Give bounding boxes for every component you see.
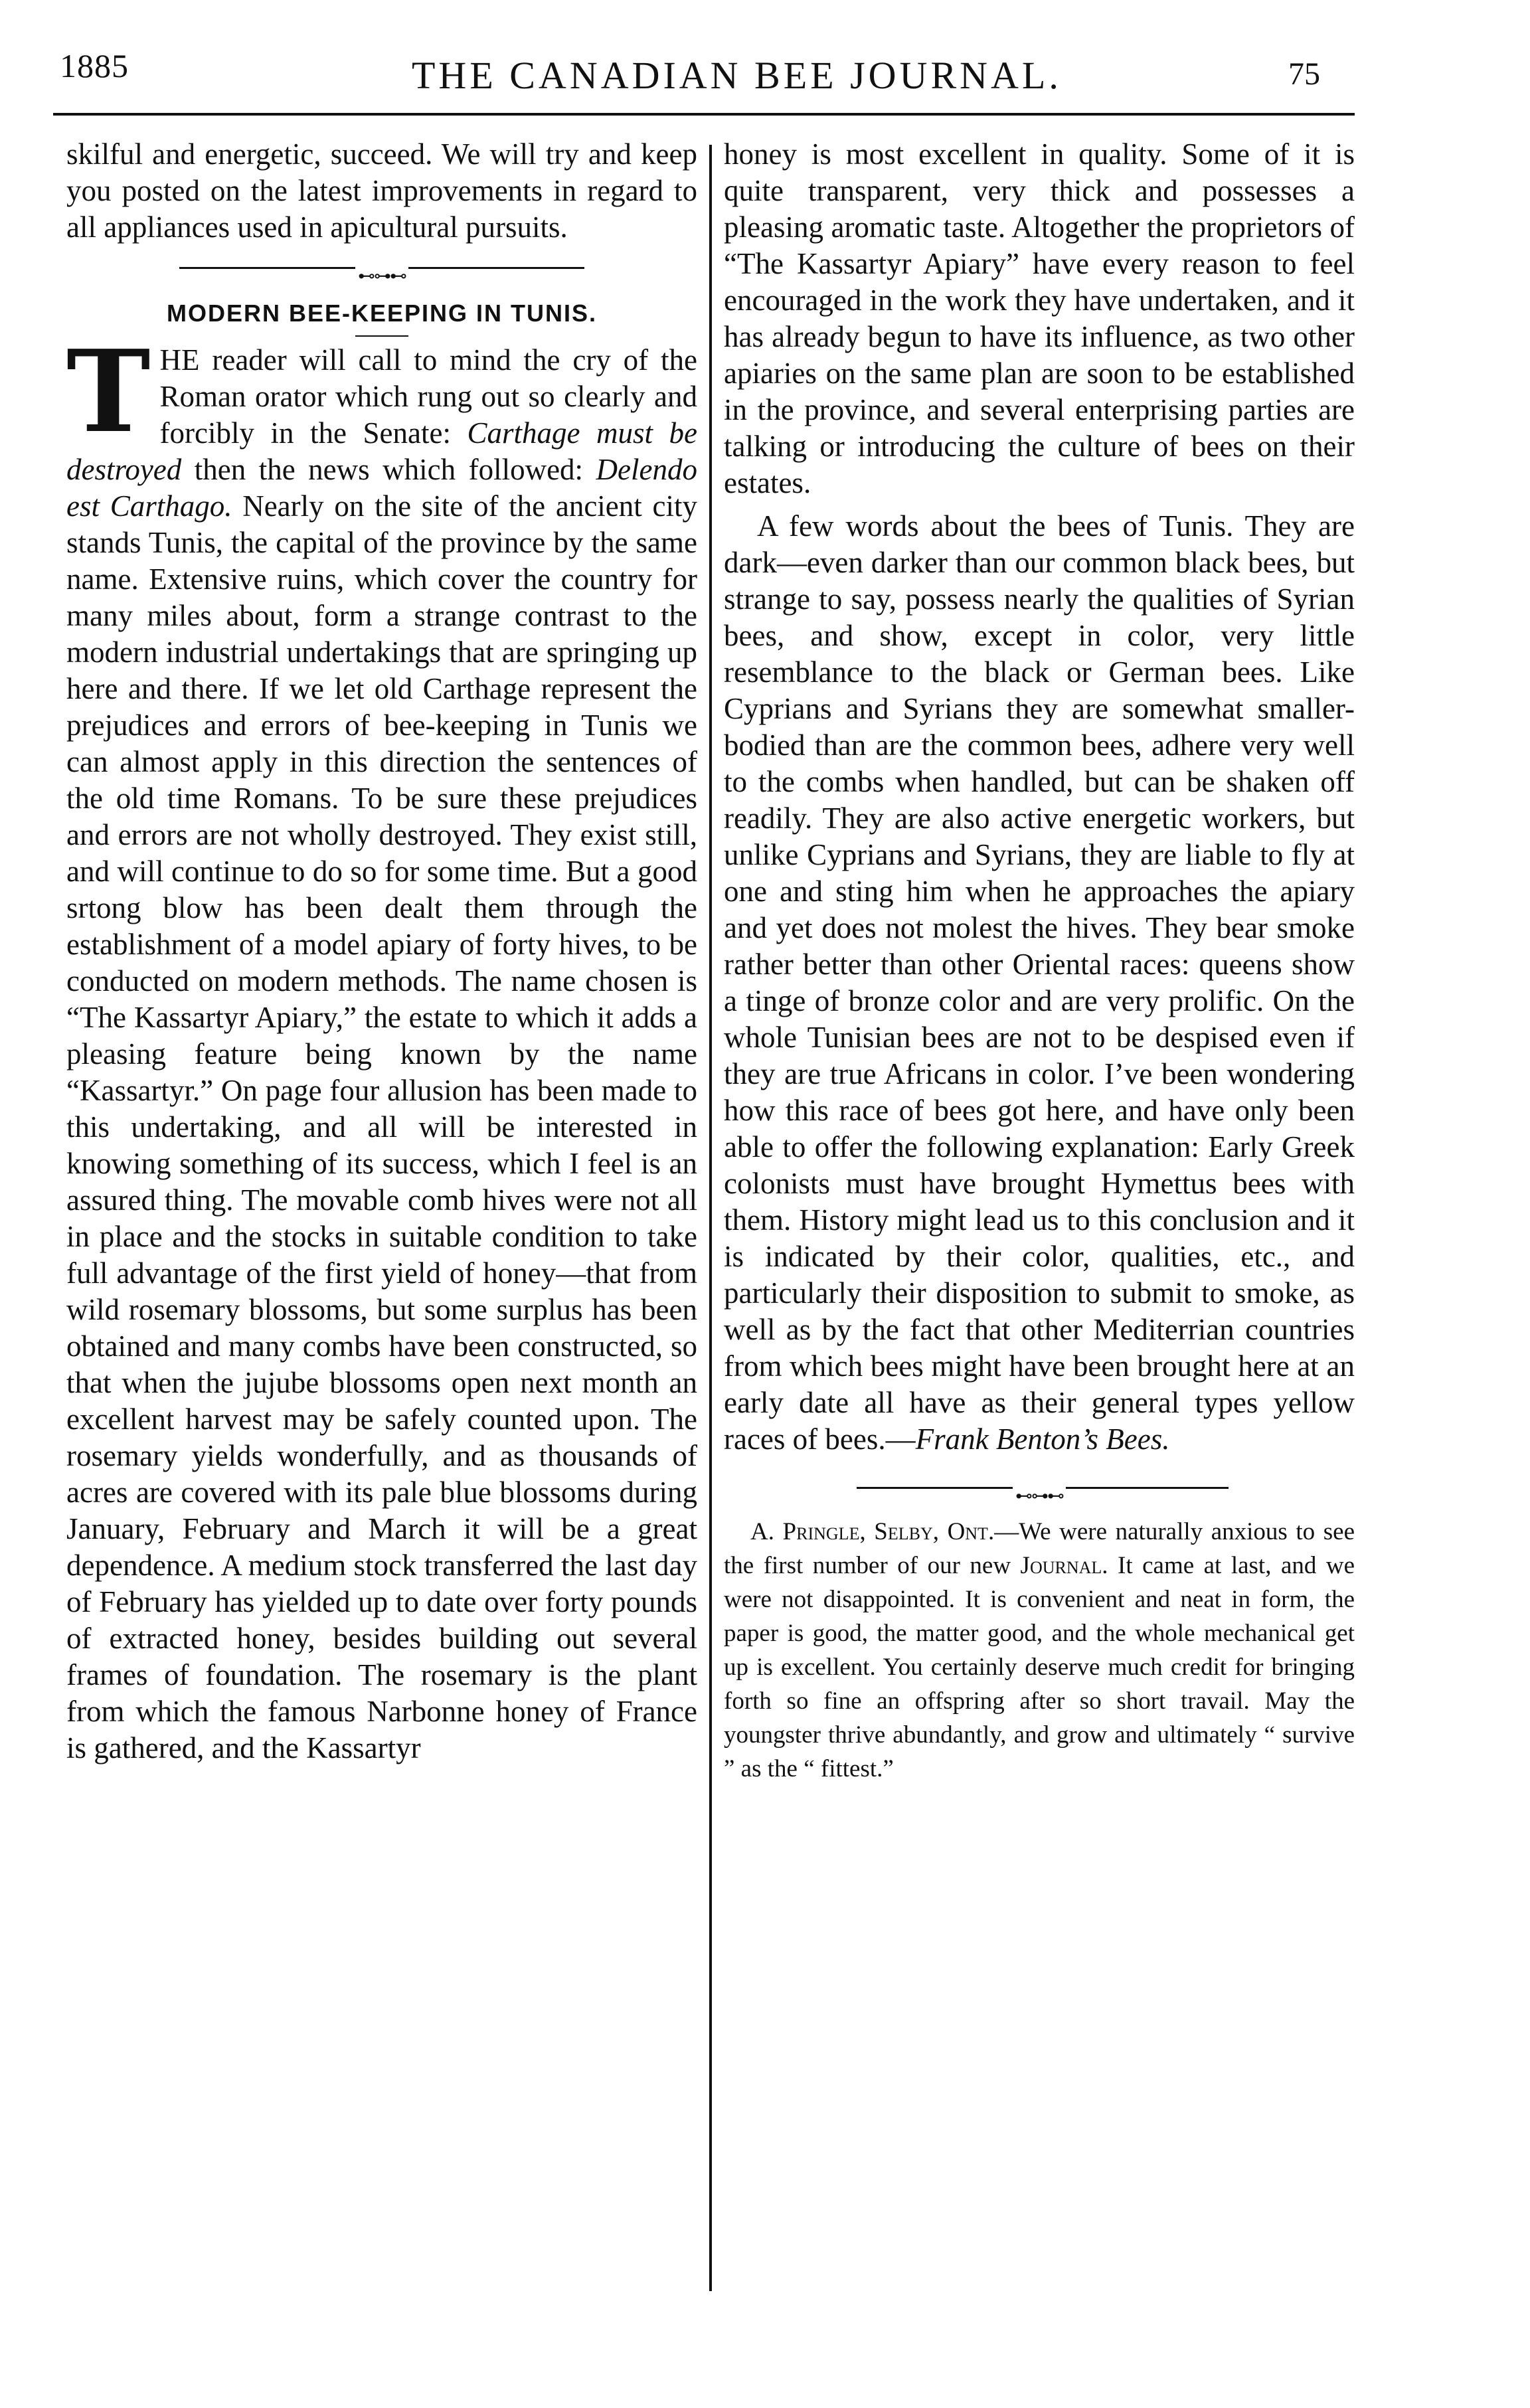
column-divider	[709, 145, 712, 2291]
article-signature: Frank Benton’s Bees.	[915, 1422, 1170, 1456]
letter-author: A. Pringle, Selby, Ont.	[750, 1518, 995, 1545]
para1-part-a: HE reader will call to mind the cry of the Roman orator which rung out so clearly and forcibly in the Senate:	[159, 343, 697, 450]
reader-letter	[724, 1515, 1355, 1786]
header-title: THE CANADIAN BEE JOURNAL.	[412, 54, 1062, 97]
ornament-mark: ⊷⊶⊷	[355, 258, 408, 294]
article-paragraph-1	[66, 325, 697, 1766]
ornament-mark-2: ⊷⊶⊷	[1013, 1478, 1066, 1514]
letter-journal: Journal	[1020, 1552, 1102, 1579]
para1-part-c: Nearly on the site of the ancient city stands Tunis, the capital of the province by the same name. Extensive ruins, which cover the country for many miles about, form a strange contrast to the modern industrial undertakings that are springing up here and there. If we let old Carthage represent the prejudices and errors of bee-keeping in Tunis we can almost apply in this direction the sentences of the old time Romans. To be sure these prejudices and errors are not wholly destroyed. They exist still, and will continue to do so for some time. But a good srtong blow has been dealt them through the establishment of a model apiary of forty hives, to be conducted on modern methods. The name chosen is “The Kassartyr Apiary,” the estate to which it adds a pleasing feature being known by the name “Kassartyr.” On page four allusion has been made to this undertaking, and all will be interested in knowing something of its success, which I feel is an assured thing. The movable comb hives were not all in place and the stocks in suitable condition to take full advantage of the first yield of honey—that from wild rosemary blossoms, but some surplus has been obtained and many combs have been constructed, so that when the jujube blossoms open next month an excellent harvest may be safely counted upon. The rosemary yields wonderfully, and as thousands of acres are covered with its pale blue blossoms during January, February and March it will be a great dependence. A medium stock transferred the last day of February has yielded up to date over forty pounds of extracted honey, besides building out several frames of foundation. The rosemary is the plant from which the famous Narbonne honey of France is gathered, and the Kassartyr	[66, 489, 697, 1764]
para2-text: A few words about the bees of Tunis. They are dark—even darker than our common black bees, but strange to say, possess nearly the qualities of Syrian bees, and show, except in color, very little resemblance to the black or German bees. Like Cyprians and Syrians they are somewhat smaller-bodied than are the common bees, adhere very well to the combs when handled, but can be shaken off readily. They are also active energetic workers, but unlike Cyprians and Syrians, they are liable to fly at one and sting him when he approaches the apiary and yet does not molest the hives. They bear smoke rather better than other Oriental races: queens show a tinge of bronze color and are very prolific. On the whole Tunisian bees are not to be despised even if they are true Africans in color. I’ve been wondering how this race of bees got here, and have only been able to offer the following explanation: Early Greek colonists must have brought Hymettus bees with them. History might lead us to this conclusion and it is indicated by their color, qualities, etc., and particularly their disposition to submit to smoke, as well as by the fact that other Mediterrian countries from which bees might have been brought here at an early date all have as their general types yellow races of bees.—	[724, 509, 1355, 1456]
para1-italic-1: Carthage must be destroyed	[66, 416, 697, 486]
article-title: MODERN BEE-KEEPING IN TUNIS.	[166, 300, 598, 327]
page-header	[40, 40, 1341, 113]
header-rule	[53, 113, 1355, 116]
section-ornament-2	[724, 1478, 1355, 1505]
article-paragraph-2	[724, 508, 1355, 1458]
section-ornament	[66, 258, 697, 286]
right-column	[724, 136, 1355, 1786]
header-year: 1885	[60, 47, 129, 84]
para1-italic-2: Delendo est Carthago.	[66, 453, 697, 523]
page-number: 75	[1288, 56, 1320, 92]
para1-part-b: then the news which followed:	[181, 453, 596, 486]
title-rule	[355, 335, 408, 337]
drop-cap: T	[66, 325, 151, 458]
continued-paragraph: skilful and energetic, succeed. We will try and keep you posted on the latest improvements in regard to all appliances used in apicultural pursuits.	[66, 137, 697, 244]
left-column	[66, 136, 697, 1766]
letter-paragraph	[724, 1515, 1355, 1786]
article-paragraph-continued: honey is most excellent in quality. Some of it is quite transparent, very thick and possesses a pleasing aromatic taste. Altogether the proprietors of “The Kassartyr Apiary” have every reason to feel encouraged in the work they have undertaken, and it has already begun to have its influence, as two other apiaries on the same plan are soon to be established in the province, and several enterprising parties are talking or introducing the culture of bees on their estates.	[724, 137, 1355, 499]
letter-text-a: —We were naturally anxious to see the first number of our new	[724, 1518, 1355, 1579]
letter-text-b: . It came at last, and we were not disappointed. It is convenient and neat in form, the paper is good, the matter good, and the whole mechanical get up is excellent. You certainly deserve much credit for bringing forth so fine an offspring after so short travail. May the youngster thrive abundantly, and grow and ultimately “ survive ” as the “ fittest.”	[724, 1552, 1355, 1782]
